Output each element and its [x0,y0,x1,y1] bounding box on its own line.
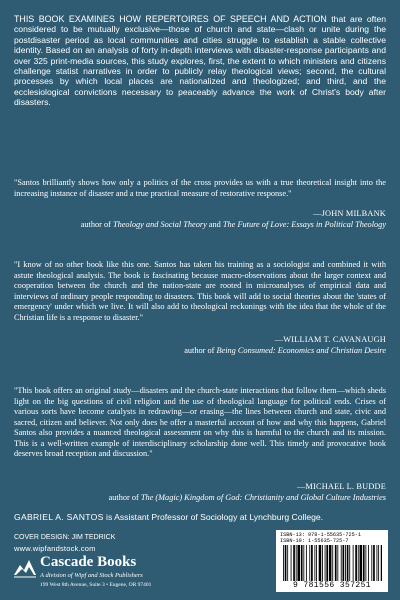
isbn-barcode [276,530,388,592]
barcode-bar [325,545,326,581]
book-description [14,14,386,108]
endorsement-quote-2: "I know of no other book like this one. Santos has taken his training as a sociologist and combined it with astute theological analysis. The book is fascinating because macro-observations about the larger context and cooperation between the church and the nation-state are rooted in microanalyses of empirical data and interviews of ordinary people responding to disasters. This book will add to social theories about the 'states of emergency' under which we live. It will also add to theological reckonings with the idea that the whole of the Christian life is a response to disaster." [14,260,386,322]
barcode-bar [363,545,365,581]
barcode-bar [345,545,346,581]
barcode-bars-icon [282,545,382,581]
barcode-number: 9 781556 357251 [292,581,371,590]
description-body: that are often considered to be mutually exclusive—those of church and state—clash or unite during the postdisaster period as local communities and cities struggle to establish a stable collective identity. Based on an analysis of forty in-depth interviews with disaster-response participants and over 325 print-media sources, this study explores, first, the extent to which ministers and citizens challenge statist narratives in order to publicly relay theological views; second, the cultural processes by which local places are nationalized and theologized; and third, and the ecclesiological convictions necessary to peaceably advance the work of Christ's body after disasters. [14,14,386,108]
author-bio-text: is Assistant Professor of Sociology at Lynchburg College. [103,512,324,522]
affiliation-prefix-3: author of [108,492,141,502]
barcode-bar [353,545,354,581]
endorsement-attribution-2 [14,335,386,356]
barcode-bar [329,545,332,581]
barcode-bar [283,545,284,581]
barcode-bar [365,545,366,581]
barcode-bar [335,545,337,581]
endorsement-quote-1: "Santos brilliantly shows how only a politics of the cross provides us with a true theoretical insight into the increasing instance of disaster and a true practical measure of restorative response." [14,178,386,198]
barcode-bar [337,545,338,581]
barcode-bar [293,545,295,581]
barcode-bar [291,545,292,581]
barcode-bar [371,545,372,581]
endorser-book-2: Being Consumed: Economics and Christian Desire [216,345,386,355]
endorser-book-1a: Theology and Social Theory [112,219,207,229]
endorser-book-3: The (Magic) Kingdom of God: Christianity and Global Culture Industries [140,492,386,502]
affiliation-prefix-1: author of [80,219,113,229]
barcode-bar [297,545,300,581]
author-name: GABRIEL A. SANTOS [14,512,104,522]
endorser-affiliation-1 [14,220,386,231]
endorser-name-3: —MICHAEL L. BUDDE [296,482,386,491]
barcode-bar [303,545,304,581]
cover-design-credit: COVER DESIGN: JIM TEDRICK [14,534,116,541]
endorser-name-2: —WILLIAM T. CAVANAUGH [274,335,386,344]
barcode-bar [306,545,307,581]
barcode-bar [358,545,359,581]
barcode-bar [319,545,322,581]
barcode-bar [316,545,317,581]
barcode-bar [368,545,369,581]
barcode-bar [360,545,363,581]
endorser-affiliation-3 [14,493,386,504]
barcode-bar [285,545,287,581]
affiliation-conjunction-1: and [206,219,223,229]
isbn-13: ISBN-13: 978-1-55635-725-1 [280,532,361,538]
affiliation-prefix-2: author of [184,345,217,355]
barcode-bar [332,545,333,581]
endorser-affiliation-2 [14,346,386,357]
endorser-name-1: —JOHN MILBANK [313,209,386,218]
barcode-bar [322,545,323,581]
barcode-bar [301,545,303,581]
barcode-bar [381,545,382,581]
barcode-bar [355,545,357,581]
barcode-bar [309,545,310,581]
barcode-bar [341,545,342,581]
endorsement-attribution-3 [14,482,386,503]
barcode-bar [373,545,375,581]
barcode-bar [347,545,349,581]
barcode-bar [287,545,288,581]
barcode-bar [314,545,315,581]
barcode-bar [296,545,297,581]
endorsement-attribution-1 [14,209,386,230]
publisher-address: 199 West 8th Avenue, Suite 3 • Eugene, OR 97401 [40,582,152,588]
barcode-bar [378,545,379,581]
publisher-website: www.wipfandstock.com [14,544,96,553]
endorser-book-1b: The Future of Love: Essays in Political Theology [222,219,386,229]
barcode-bar [349,545,350,581]
publisher-name: Cascade Books [40,554,137,570]
barcode-bar [343,545,345,581]
isbn-10: ISBN-10: 1-55635-725-7 [280,538,349,544]
endorsement-quote-3: "This book offers an original study—disasters and the church-state interactions that follow them—which sheds light on the big questions of civil religion and the use of theological language for political ends. Crises of various sorts have become catalysts in redrawing—or erasing—the lines between church and state, civic and sacred, citizen and believer. Not only does he offer a masterful account of how and why this happens, Gabriel Santos also provides a nuanced theological assessment on why this is harmful to the church and its mission. This is a well-written example of interdisciplinary scholarship done well. This timely and provocative book deserves broad reception and discussion." [14,386,386,458]
barcode-bar [326,545,328,581]
author-bio [14,512,386,522]
barcode-bar [311,545,313,581]
publisher-division: A division of Wipf and Stock Publishers [40,572,143,579]
description-lead: THIS BOOK EXAMINES HOW REPERTOIRES OF SPEECH AND ACTION [14,14,327,24]
barcode-bar [377,545,378,581]
